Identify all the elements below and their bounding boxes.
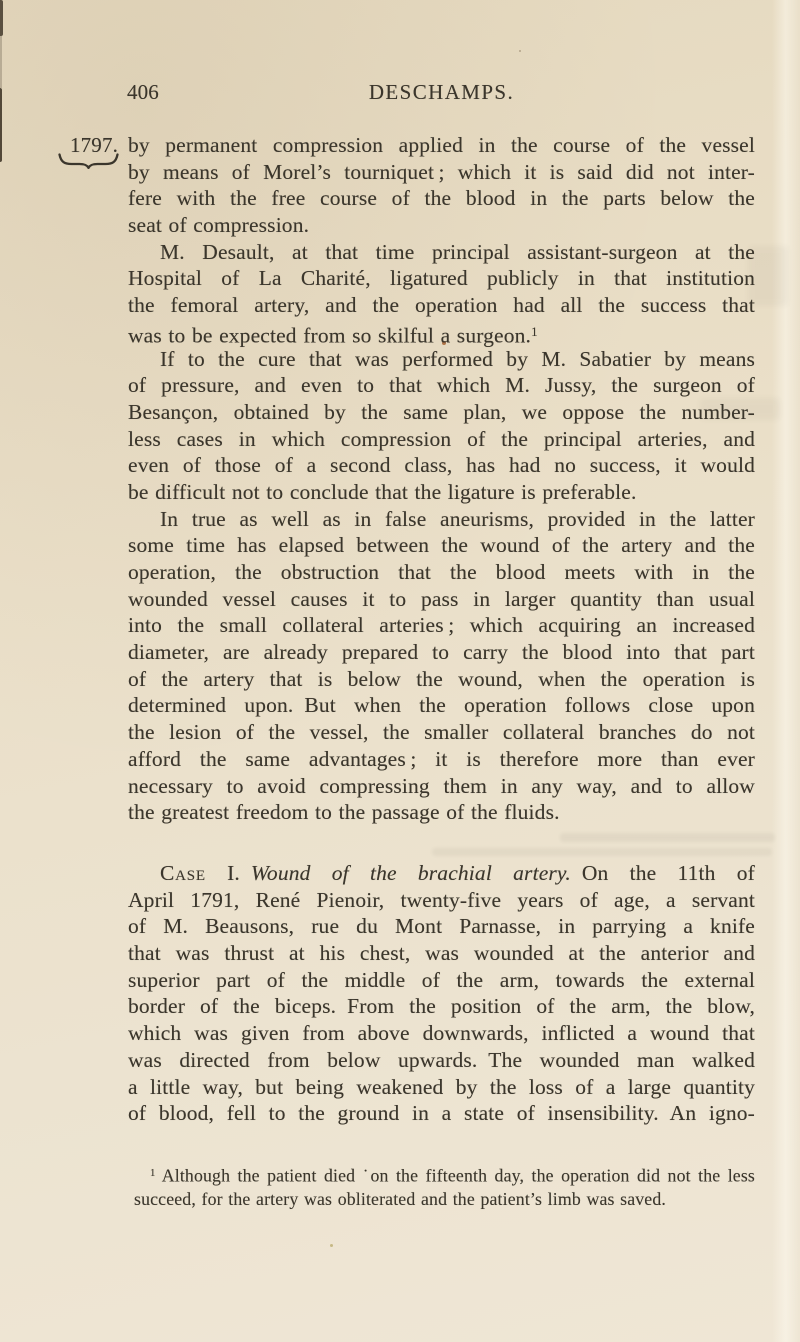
text-segment: I.: [205, 861, 251, 885]
text-segment: the femoral artery, and the operation had all the success that: [128, 293, 755, 318]
text-line: [128, 265, 755, 292]
text-line: [128, 346, 755, 373]
text-segment: Besançon, obtained by the same plan, we oppose the number-: [128, 399, 755, 424]
footnote-marker: 1: [150, 1167, 156, 1179]
text-line: [134, 1186, 755, 1212]
show-through-smudge: [560, 833, 775, 842]
text-line: [128, 887, 755, 914]
text-line: [128, 967, 755, 994]
text-line: [128, 292, 755, 319]
page-edge-mark: [0, 0, 3, 36]
page-edge-mark: [0, 36, 2, 88]
text-line: [128, 1047, 755, 1074]
text-line: [128, 913, 755, 940]
text-line: [128, 399, 755, 426]
text-line: [128, 452, 755, 479]
text-segment: April 1791, René Pienoir, twenty-five years of age, a servant: [128, 887, 755, 912]
case-paragraph: [128, 860, 755, 1127]
text-line: [128, 666, 755, 693]
text-line: [128, 860, 755, 887]
text-segment: of pressure, and even to that which M. Jussy, the surgeon of: [128, 373, 755, 398]
text-segment: the lesion of the vessel, the smaller collateral branches do not: [128, 720, 755, 745]
text-segment: operation, the obstruction that the blood meets with in the: [128, 560, 755, 584]
text-segment: was to be expected from so skilful a surgeon.: [128, 323, 532, 348]
text-line: [128, 719, 755, 746]
text-segment: superior part of the middle of the arm, towards the external: [128, 967, 755, 992]
text-line: [128, 1100, 755, 1127]
text-segment: seat of compression.: [128, 213, 310, 238]
text-segment: In true as well as in false aneurisms, provided in the latter: [160, 506, 755, 531]
text-line: [128, 993, 755, 1020]
paper-speck: [519, 50, 521, 52]
paper-speck: [330, 1244, 333, 1247]
text-line: [128, 559, 755, 586]
running-title: DESCHAMPS.: [368, 80, 515, 104]
text-segment: of the artery that is below the wound, when the operation is: [128, 666, 755, 691]
text-line: [128, 773, 755, 800]
text-segment: succeed, for the artery was obliterated and the patient’s limb was saved.: [134, 1189, 666, 1209]
text-segment: a little way, but being weakened by the loss of a large quantity: [128, 1074, 755, 1099]
text-segment: less cases in which compression of the principal arteries, and: [128, 426, 755, 451]
text-segment: border of the biceps. From the position of the arm, the blow,: [128, 994, 755, 1019]
text-segment: M. Desault, at that time principal assistant-surgeon at the: [160, 239, 755, 264]
text-segment: was directed from below upwards. The wounded man walked: [128, 1047, 755, 1072]
year-brace-icon: [58, 153, 119, 169]
page-edge-mark: [0, 88, 2, 162]
text-line: [128, 185, 755, 212]
text-segment: even of those of a second class, has had no success, it would: [128, 453, 755, 478]
text-segment: into the small collateral arteries ; which acquiring an increased: [128, 613, 755, 638]
footnote: [134, 1160, 755, 1212]
text-line: [128, 1020, 755, 1047]
text-line: [128, 1074, 755, 1101]
text-segment: Case: [160, 861, 206, 885]
text-line: [128, 586, 755, 613]
text-line: [128, 532, 755, 559]
text-segment: by permanent compression applied in the course of the vessel: [128, 133, 755, 157]
text-line: [128, 239, 755, 266]
page-number: 406: [127, 80, 159, 104]
text-line: [128, 799, 755, 826]
text-line: [128, 506, 755, 533]
body-paragraphs: [128, 132, 755, 826]
text-segment: which was given from above downwards, inflicted a wound that: [128, 1021, 755, 1046]
text-line: [134, 1160, 755, 1186]
text-line: [128, 159, 755, 186]
text-line: [128, 639, 755, 666]
text-segment: of blood, fell to the ground in a state of insensibility. An igno-: [128, 1101, 755, 1126]
text-segment: If to the cure that was performed by M. Sabatier by means: [160, 346, 755, 371]
text-segment: diameter, are already prepared to carry the blood into that part: [128, 640, 755, 665]
text-segment: Although the patient died ˙on the fifteenth day, the operation did not the less: [155, 1165, 755, 1186]
text-line: [128, 319, 755, 346]
text-segment: determined upon. But when the operation follows close upon: [128, 693, 755, 718]
show-through-smudge: [432, 848, 772, 856]
text-line: [128, 372, 755, 399]
text-line: [128, 746, 755, 773]
text-segment: some time has elapsed between the wound of the artery and the: [128, 533, 755, 558]
text-segment: of M. Beausons, rue du Mont Parnasse, in parrying a knife: [128, 914, 755, 939]
text-segment: by means of Morel’s tourniquet ; which it is said did not inter-: [128, 159, 755, 184]
text-segment: be difficult not to conclude that the ligature is preferable.: [128, 479, 637, 504]
footnote-marker: 1: [531, 324, 538, 339]
text-segment: On the 11th of: [570, 861, 755, 885]
text-segment: Wound of the brachial artery.: [250, 861, 571, 885]
text-segment: Hospital of La Charité, ligatured publicly in that institution: [128, 266, 755, 291]
text-segment: that was thrust at his chest, was wounded at the anterior and: [128, 941, 755, 966]
text-segment: the greatest freedom to the passage of the fluids.: [128, 800, 560, 825]
margin-year: 1797.: [70, 133, 118, 157]
text-line: [128, 612, 755, 639]
text-segment: wounded vessel causes it to pass in larger quantity than usual: [128, 586, 755, 611]
text-line: [128, 479, 755, 506]
text-line: [128, 692, 755, 719]
text-line: [128, 940, 755, 967]
text-segment: fere with the free course of the blood in the parts below the: [128, 186, 755, 211]
text-line: [128, 212, 755, 239]
text-segment: afford the same advantages ; it is therefore more than ever: [128, 746, 755, 771]
text-segment: necessary to avoid compressing them in any way, and to allow: [128, 773, 755, 798]
text-line: [128, 426, 755, 453]
text-line: [128, 132, 755, 159]
